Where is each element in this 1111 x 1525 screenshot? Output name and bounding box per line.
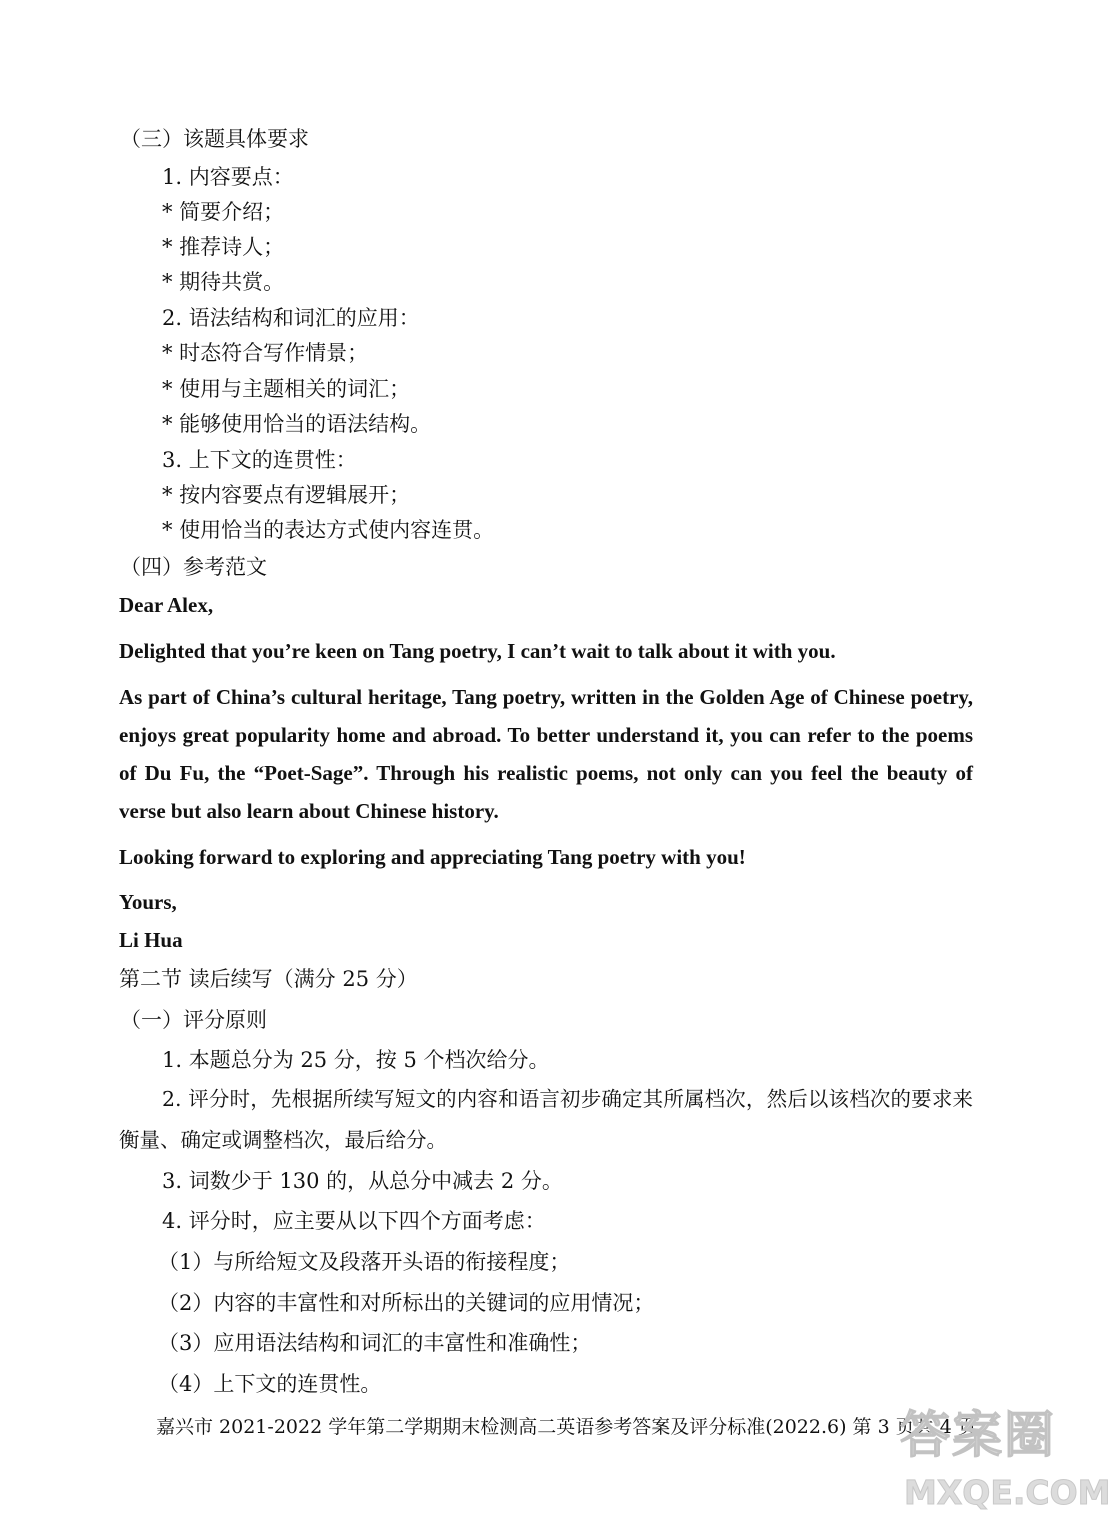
letter-paragraph-3: Looking forward to exploring and appreciating Tang poetry with you! — [119, 845, 746, 869]
list-item: * 推荐诗人； — [162, 235, 285, 259]
list-item: * 使用与主题相关的词汇； — [162, 377, 411, 401]
letter-paragraph-1: Delighted that you’re keen on Tang poetry, I can’t wait to talk about it with you. — [119, 639, 836, 663]
list-item: 1. 内容要点： — [162, 165, 294, 189]
page-footer: 嘉兴市 2021-2022 学年第二学期期末检测高二英语参考答案及评分标准(2022.6) 第 3 页共 4 页 — [156, 1416, 977, 1438]
criteria-item: （2）内容的丰富性和对所标出的关键词的应用情况； — [158, 1291, 655, 1315]
section4-heading: （四）参考范文 — [120, 555, 267, 579]
watermark-url: MXQE.COM — [904, 1473, 1111, 1512]
list-item: 3. 上下文的连贯性： — [162, 448, 357, 472]
rule-1: 1. 本题总分为 25 分，按 5 个档次给分。 — [162, 1048, 550, 1072]
list-item: * 期待共赏。 — [162, 270, 285, 294]
watermark-logo — [900, 1400, 1111, 1525]
watermark-text: 答案圈 — [900, 1406, 1056, 1464]
part2-title: 第二节 读后续写（满分 25 分） — [119, 967, 418, 991]
rule-2: 2. 评分时，先根据所续写短文的内容和语言初步确定其所属档次，然后以该档次的要求来衡量、确定或调整档次，最后给分。 — [119, 1087, 973, 1152]
letter-closing: Yours, — [119, 890, 177, 914]
list-item: * 使用恰当的表达方式使内容连贯。 — [162, 518, 495, 542]
criteria-item: （4）上下文的连贯性。 — [158, 1372, 382, 1396]
list-item: * 简要介绍； — [162, 200, 285, 224]
section3-heading: （三）该题具体要求 — [120, 127, 309, 151]
rule-4: 4. 评分时，应主要从以下四个方面考虑： — [162, 1209, 546, 1233]
list-item: * 能够使用恰当的语法结构。 — [162, 412, 432, 436]
letter-signature: Li Hua — [119, 928, 183, 952]
list-item: * 时态符合写作情景； — [162, 341, 369, 365]
list-item: * 按内容要点有逻辑展开； — [162, 483, 411, 507]
criteria-item: （3）应用语法结构和词汇的丰富性和准确性； — [158, 1331, 592, 1355]
rule-3: 3. 词数少于 130 的，从总分中减去 2 分。 — [162, 1169, 563, 1193]
criteria-item: （1）与所给短文及段落开头语的衔接程度； — [158, 1250, 571, 1274]
letter-paragraph-2: As part of China’s cultural heritage, Tang poetry, written in the Golden Age of Chinese poetry, enjoys great popularity home and abroad. To better understand it, you can refer to the poems of Du Fu, the “Poet-Sage”. Through his realistic poems, not only can you feel the beauty of verse but also learn about Chinese history. — [119, 685, 973, 823]
list-item: 2. 语法结构和词汇的应用： — [162, 306, 420, 330]
letter-salutation: Dear Alex, — [119, 593, 214, 617]
part2-sub-heading: （一）评分原则 — [120, 1008, 267, 1032]
